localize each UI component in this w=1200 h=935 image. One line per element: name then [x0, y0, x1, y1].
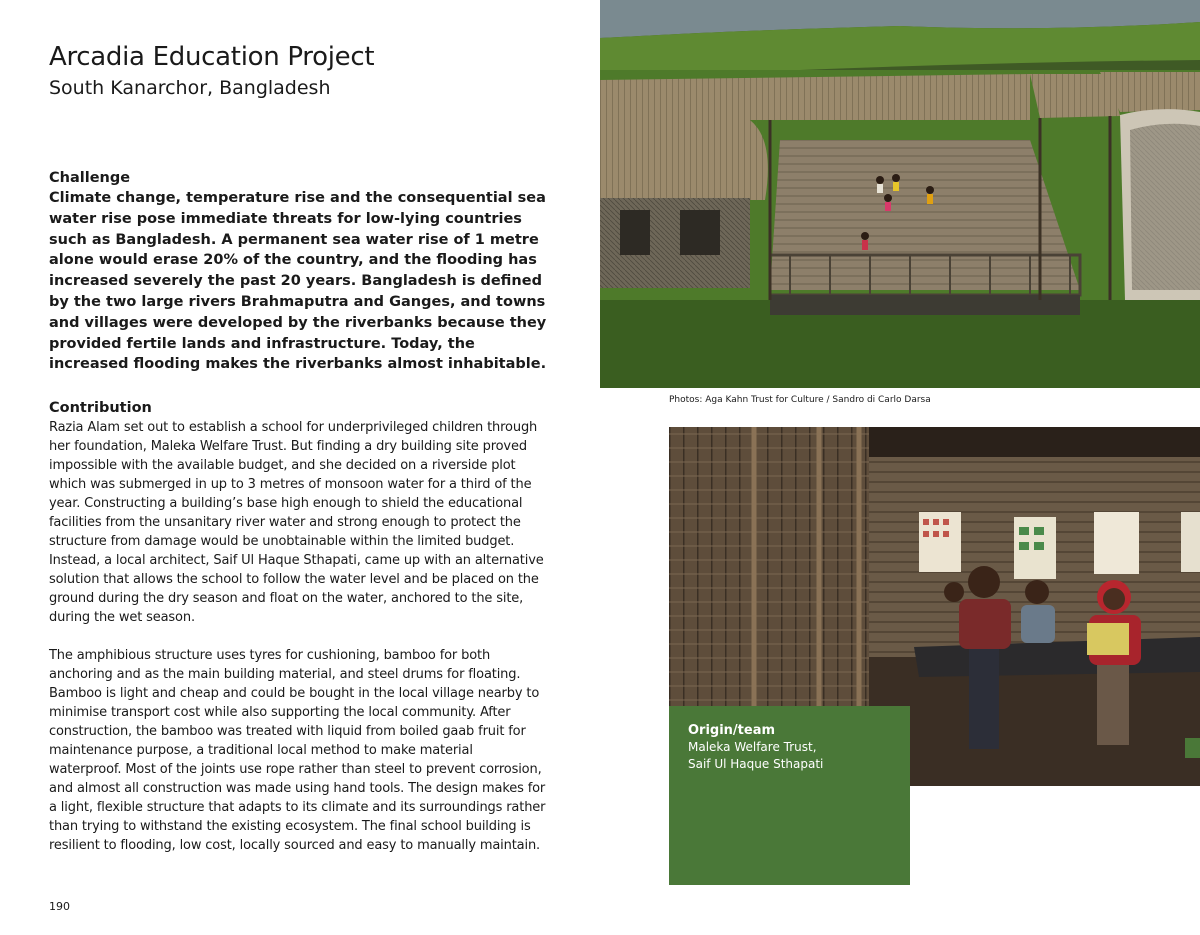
contribution-heading: Contribution — [49, 400, 152, 416]
origin-team-heading: Origin/team — [688, 723, 776, 738]
aerial-school-photo — [600, 0, 1200, 388]
challenge-text: Climate change, temperature rise and the consequential sea water rise pose immediate threats for low-lying countries such as Bangladesh. A permanent sea water rise of 1 metre alone would erase 20% of the country, and the flooding has increased severely the past 20 years. Bangladesh is defined by the two large rivers Brahmaputra and Ganges, and towns and villages were developed by the riverbanks because they provided fertile lands and infrastructure. Today, the increased flooding makes the riverbanks almost inhabitable. — [49, 190, 547, 373]
contribution-paragraph-2: The amphibious structure uses tyres for cushioning, bamboo for both anchoring and as the main building material, and steel drums for floating. Bamboo is light and cheap and could be bought in the local village nearby to minimise transport cost while also supporting the local community. After construction, the bamboo was treated with liquid from boiled gaab fruit for maintenance purpose, a traditional local method to make material waterproof. Most of the joints use rope rather than steel to prevent corrosion, and almost all construction was made using hand tools. The design makes for a light, flexible structure that adapts to its climate and its surroundings rather than trying to withstand the existing ecosystem. The final school building is resilient to flooding, low cost, locally sourced and easy to manually maintain. — [49, 648, 546, 853]
origin-team-line-1: Maleka Welfare Trust, — [688, 740, 817, 754]
project-location: South Kanarchor, Bangladesh — [49, 77, 331, 99]
origin-team-box — [669, 706, 910, 885]
green-edge-tab — [1185, 738, 1200, 758]
origin-team-line-2: Saif Ul Haque Sthapati — [688, 757, 824, 771]
challenge-heading: Challenge — [49, 170, 131, 186]
contribution-text — [49, 418, 549, 874]
aerial-school-illustration — [600, 0, 1200, 388]
page-number: 190 — [49, 900, 70, 913]
project-title: Arcadia Education Project — [49, 42, 375, 72]
photo-credit: Photos: Aga Kahn Trust for Culture / Sandro di Carlo Darsa — [669, 395, 931, 405]
contribution-paragraph-1: Razia Alam set out to establish a school for underprivileged children through her foundation, Maleka Welfare Trust. But finding a dry building site proved impossible with the available budget, and she decided on a riverside plot which was submerged in up to 3 metres of monsoon water for a third of the year. Constructing a building’s base high enough to shield the educational facilities from the unsanitary river water and strong enough to protect the structure from damage would be unobtainable within the limited budget. Instead, a local architect, Saif Ul Haque Sthapati, came up with an alternative solution that allows the school to follow the water level and be placed on the ground during the dry season and float on the water, anchored to the site, during the wet season. — [49, 420, 544, 625]
